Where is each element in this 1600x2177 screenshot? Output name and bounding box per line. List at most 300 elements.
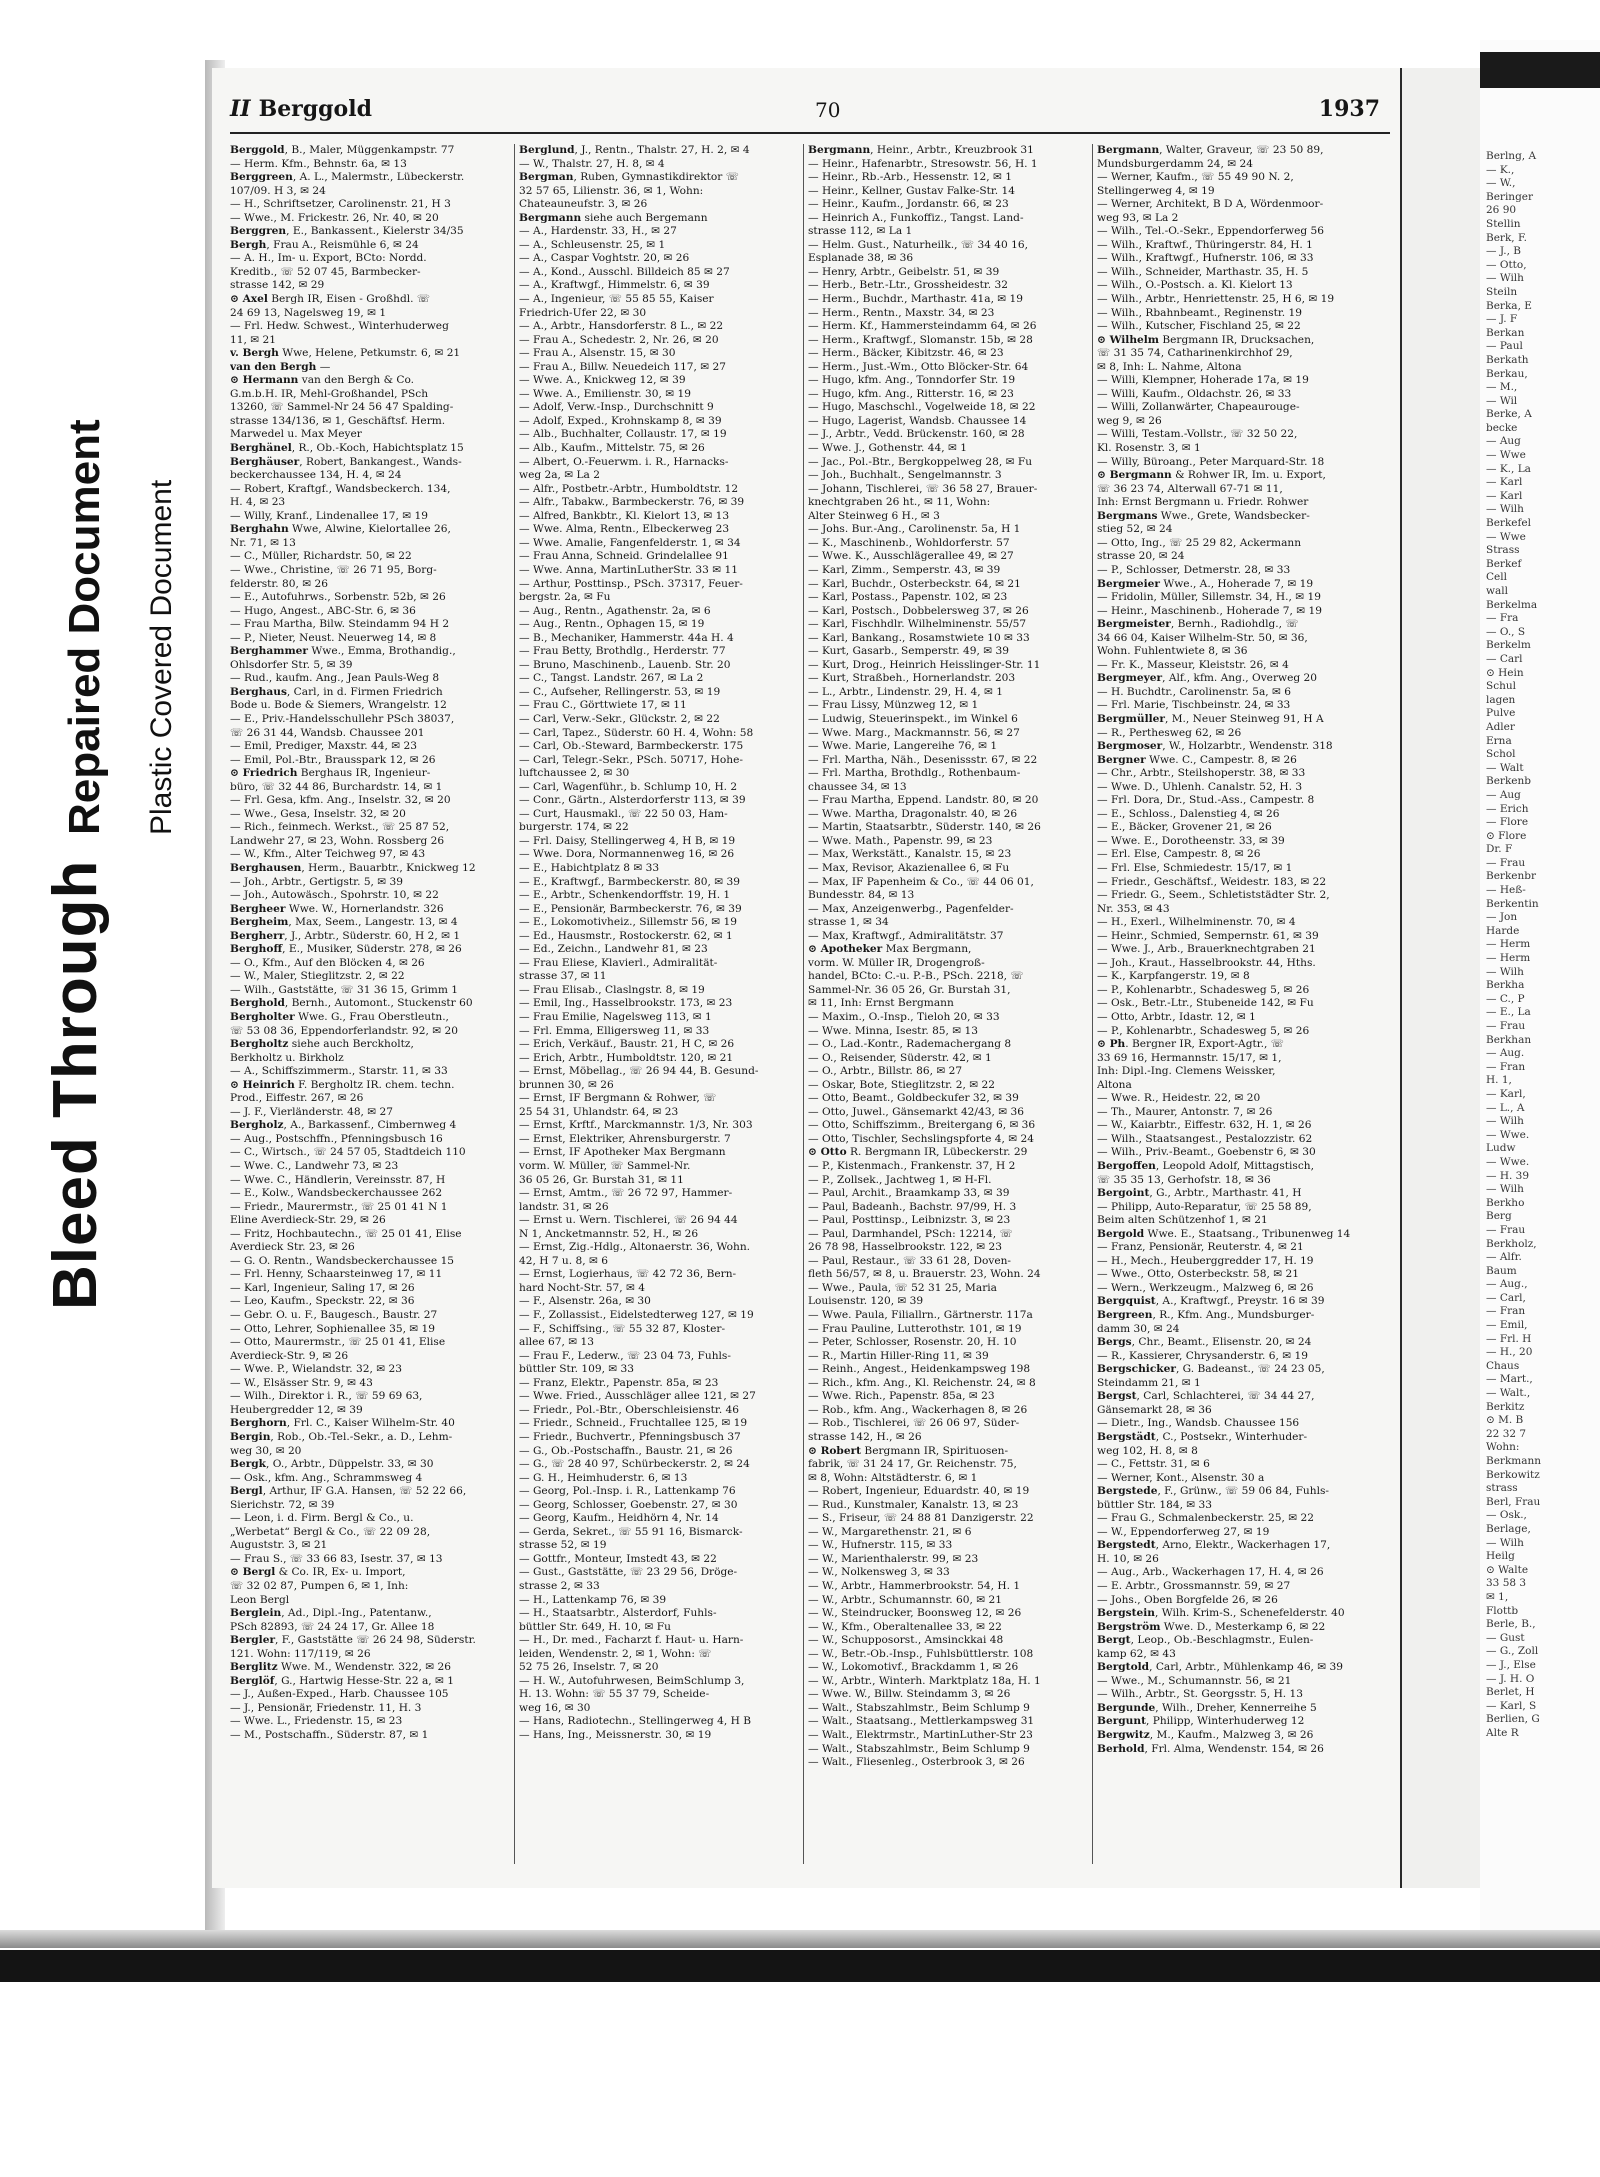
directory-entry: — Heinr., Kellner, Gustav Falke-Str. 14 [808,184,1015,197]
ghost-entry: Berlng, A [1486,150,1537,162]
directory-entry: ✉ 8, Inh: L. Nahme, Altona [1097,360,1242,373]
directory-entry: — Karl, Ingenieur, Saling 17, ✉ 26 [230,1281,415,1294]
directory-entry: — Wwe. A., Knickweg 12, ✉ 39 [519,374,686,387]
directory-entry: — Ludwig, Steuerinspekt., im Winkel 6 [808,712,1018,725]
directory-entry: — Rob., kfm. Ang., Wackerhagen 8, ✉ 26 [808,1403,1028,1416]
ghost-entry: — Wilh [1486,1183,1524,1196]
directory-entry: — A., Schleusenstr. 25, ✉ 1 [519,238,666,251]
directory-entry: — W., Schupposorst., Amsinckkai 48 [808,1634,1004,1647]
ghost-entry: Strass [1486,544,1520,557]
directory-entry: — Th., Maurer, Antonstr. 7, ✉ 26 [1097,1105,1273,1118]
directory-entry: — R., Perthesweg 62, ✉ 26 [1097,726,1242,739]
directory-column-4 [1097,144,1377,1864]
directory-entry: — E., Pensionär, Barmbeckerstr. 76, ✉ 39 [519,902,742,915]
ghost-entry: — Frau [1486,856,1526,869]
ghost-entry: — Frau [1486,1223,1526,1236]
ghost-entry: — Heß- [1486,884,1526,897]
directory-entry: — Alb., Buchhalter, Collaustr. 17, ✉ 19 [519,428,727,441]
directory-entry: — Walt., Stabszahlmstr., Beim Schlump 9 [808,1742,1030,1755]
directory-entry: — Max, Revisor, Akazienallee 6, ✉ Fu [808,861,1010,874]
directory-entry: Berghahn Wwe, Alwine, Kielortallee 26, [230,523,451,536]
ghost-entry: — Wilh [1486,1536,1524,1549]
directory-entry: Esplanade 38, ✉ 36 [808,252,914,265]
directory-entry: — Ed., Zeichn., Landwehr 81, ✉ 23 [519,943,708,956]
directory-entry: 33 69 16, Hermannstr. 15/17, ✉ 1, [1097,1051,1282,1064]
ghost-entry: Berkenbr [1486,870,1537,883]
directory-entry: — Franz, Elektr., Papenstr. 85a, ✉ 23 [519,1376,719,1389]
directory-entry: Averdieck-Str. 9, ✉ 26 [230,1349,349,1362]
directory-entry: Bergold Wwe. E., Staatsang., Tribunenweg 14 [1097,1227,1351,1240]
ghost-entry: — Karl, S [1486,1699,1537,1712]
next-page-fragment [1486,150,1600,1740]
ghost-entry: — Paul [1486,340,1523,353]
ghost-entry: 26 90 [1486,204,1517,217]
directory-entry: — Ernst, Krftf., Marckmannstr. 1/3, Nr. 303 [519,1119,753,1132]
directory-entry: vorm. W. Müller IR, Drogengroß- [808,956,985,969]
directory-entry: — H., Dr. med., Facharzt f. Haut- u. Harn- [519,1634,744,1647]
directory-entry: büttler Str. 649, H. 10, ✉ Fu [519,1620,671,1633]
directory-entry: — Paul, Restaur., ☏ 33 61 28, Doven- [808,1254,1012,1267]
directory-entry: — O., Kfm., Auf den Blöcken 4, ✉ 26 [230,956,425,969]
ghost-entry: — Frau [1486,1020,1526,1032]
directory-entry: büro, ☏ 32 44 86, Burchardstr. 14, ✉ 1 [230,780,443,793]
ghost-entry: Dr. F [1486,843,1513,856]
directory-entry: — C., Aufseher, Rellingerstr. 53, ✉ 19 [519,685,721,698]
ghost-entry: Berkowitz [1486,1468,1540,1481]
directory-entry: — H. W., Autofuhrwesen, BeimSchlump 3, [519,1674,745,1687]
directory-entry: — Frau C., Görttwiete 17, ✉ 11 [519,699,687,712]
directory-column-2 [519,144,799,1864]
directory-entry: Bergstein, Wilh. Krim-S., Schenefelderstr. 40 [1097,1607,1345,1620]
directory-entry: — Frl. Hedw. Schwest., Winterhuderweg [230,320,449,333]
directory-entry: — Karl, Postass., Papenstr. 102, ✉ 23 [808,591,1008,604]
directory-entry: ⊙ Apotheker Max Bergmann, [808,943,972,956]
directory-entry: Bergschicker, G. Badeanst., ☏ 24 23 05, [1097,1363,1325,1376]
directory-entry: — Hugo, kfm. Ang., Tonndorfer Str. 19 [808,374,1016,387]
directory-entry: — Conr., Gärtn., Alsterdorferstr 113, ✉ 39 [519,794,746,807]
ghost-entry: H. 1, [1486,1074,1512,1087]
directory-entry: — Frau Emilie, Nagelsweg 113, ✉ 1 [519,1011,712,1023]
directory-entry: Ohlsdorfer Str. 5, ✉ 39 [230,658,353,671]
directory-entry: — H., Lattenkamp 76, ✉ 39 [519,1593,667,1606]
column-divider [1092,144,1093,1864]
directory-entry: — W., Hufnerstr. 115, ✉ 33 [808,1539,953,1552]
directory-entry: fleth 56/57, ✉ 8, u. Brauerstr. 23, Wohn. 24 [808,1268,1041,1281]
directory-entry: — Rich., kfm. Ang., Kl. Reichenstr. 24, ✉ 8 [808,1376,1036,1389]
directory-entry: Berggren, E., Bankassent., Kielerstr 34/35 [230,225,464,238]
directory-entry: — J., Pensionär, Friedenstr. 11, H. 3 [230,1701,422,1714]
directory-entry: — W., Steindrucker, Boonsweg 12, ✉ 26 [808,1607,1022,1620]
ghost-entry: Ludw [1486,1142,1516,1155]
directory-entry: Bergstädt, C., Postsekr., Winterhuder- [1097,1430,1308,1443]
directory-entry: — Friedr., Buchvertr., Pfenningsbusch 37 [519,1430,741,1443]
directory-entry: Berhold, Frl. Alma, Wendenstr. 154, ✉ 26 [1097,1742,1324,1755]
directory-entry: — Wwe. A., Emilienstr. 30, ✉ 19 [519,387,691,400]
directory-entry: — H., Staatsarbtr., Alsterdorf, Fuhls- [519,1607,717,1620]
directory-entry: — Wilh., Kutscher, Fischland 25, ✉ 22 [1097,320,1301,333]
directory-entry: — K., Maschinenb., Wohldorferstr. 57 [808,536,1010,549]
directory-entry: — Frau Anna, Schneid. Grindelallee 91 [519,550,729,563]
directory-entry: Landwehr 27, ✉ 23, Wohn. Rossberg 26 [230,834,445,847]
repaired-document-label: Repaired Document [60,419,109,835]
directory-entry: Sierichstr. 72, ✉ 39 [230,1498,335,1511]
ghost-entry: Berkmann [1486,1455,1542,1467]
ghost-entry: — Fran [1486,1305,1526,1318]
ghost-entry: ⊙ Walte [1486,1563,1529,1576]
directory-entry: — Wilh., Tel.-O.-Sekr., Eppendorferweg 56 [1097,225,1325,238]
directory-entry: Berghold, Bernh., Automont., Stuckenstr 60 [230,997,473,1010]
directory-entry: — Reinh., Angest., Heidenkampsweg 198 [808,1363,1031,1376]
ghost-entry: — Herm [1486,938,1531,951]
directory-entry: — Otto, Maurermstr., ☏ 25 01 41, Elise [230,1336,446,1349]
ghost-entry: Heilg [1486,1550,1515,1563]
directory-entry: — Max, Kraftwgf., Admiralitätstr. 37 [808,929,1004,942]
directory-entry: — A., Kraftwgf., Himmelstr. 6, ✉ 39 [519,279,710,292]
directory-entry: — Frl. Martha, Brothdlg., Rothenbaum- [808,767,1021,780]
directory-entry: strasse 37, ✉ 11 [519,970,607,983]
directory-entry: — E., Priv.-Handelsschullehr PSch 38037, [230,712,455,725]
ghost-entry: — Erich [1486,802,1529,815]
directory-entry: Leon Bergl [230,1593,290,1606]
directory-entry: — Ernst, Zig.-Hdlg., Altonaerstr. 36, Wohn. [519,1241,751,1254]
directory-entry: — Wwe. Martha, Dragonalstr. 40, ✉ 26 [808,807,1018,820]
directory-entry: Bergholtz siehe auch Berckholtz, [230,1038,414,1051]
directory-entry: Berghoff, E., Musiker, Süderstr. 278, ✉ 26 [230,943,462,956]
directory-entry: hard Nocht-Str. 57, ✉ 4 [519,1281,645,1294]
directory-entry: weg 30, ✉ 20 [230,1444,302,1457]
ghost-entry: — J., Else [1486,1658,1536,1671]
directory-entry: — Wwe. E., Dorotheenstr. 33, ✉ 39 [1097,834,1285,847]
directory-entry: Inh: Ernst Bergmann u. Friedr. Rohwer [1097,496,1309,509]
directory-entry: Bergmann siehe auch Bergemann [519,211,708,224]
directory-entry: — Wwe. Dora, Normannenweg 16, ✉ 26 [519,848,735,861]
ghost-entry: Berkenb [1486,775,1532,788]
ghost-entry: Berk, F. [1486,231,1527,244]
ghost-entry: Berkentin [1486,897,1539,910]
directory-entry: — Wwe. Marg., Mackmannstr. 56, ✉ 27 [808,726,1020,739]
directory-entry: — Karl, Fischhdlr. Wilhelminenstr. 55/57 [808,618,1027,631]
directory-entry: ⊙ Heinrich F. Bergholtz IR. chem. techn. [230,1078,455,1091]
directory-entry: — Philipp, Auto-Reparatur, ☏ 25 58 89, [1097,1200,1312,1213]
directory-entry: — Georg, Pol.-Insp. i. R., Lattenkamp 76 [519,1485,736,1498]
ghost-entry: — Emil, [1486,1319,1528,1332]
directory-entry: — Ernst, Elektriker, Ahrensburgerstr. 7 [519,1132,731,1145]
guide-word: Berggold [258,96,372,122]
directory-entry: Prod., Eiffestr. 267, ✉ 26 [230,1092,364,1105]
directory-entry: — Hans, Radiotechn., Stellingerweg 4, H B [519,1715,752,1728]
directory-entry: Bergmann, Heinr., Arbtr., Kreuzbrook 31 [808,144,1034,156]
directory-entry: G.m.b.H. IR, Mehl-Großhandel, PSch [230,387,429,400]
directory-entry: — Chr., Arbtr., Steilshoperstr. 38, ✉ 33 [1097,767,1306,780]
ghost-entry: Cell [1486,571,1507,584]
ghost-entry: — K., [1486,163,1515,176]
directory-entry: — Otto, Schiffszimm., Breitergang 6, ✉ 36 [808,1119,1036,1132]
directory-entry: Heubergredder 12, ✉ 39 [230,1403,363,1416]
directory-entry: — Leo, Kaufm., Speckstr. 22, ✉ 36 [230,1295,415,1308]
ghost-entry: Stellin [1486,217,1521,230]
directory-entry: damm 30, ✉ 24 [1097,1322,1180,1335]
directory-entry: — Wwe., Paula, ☏ 52 31 25, Maria [808,1281,997,1294]
directory-entry: ⊙ Ph. Bergner IR, Export-Agtr., ☏ [1097,1038,1284,1051]
directory-entry: — Carl, Telegr.-Sekr., PSch. 50717, Hohe- [519,753,743,766]
directory-entry: — Paul, Posttinsp., Leibnizstr. 3, ✉ 23 [808,1214,1011,1227]
directory-entry: Berghänel, R., Ob.-Koch, Habichtsplatz 15 [230,442,464,455]
ghost-entry: Berkho [1486,1196,1525,1209]
directory-entry: Bergstede, F., Grünw., ☏ 59 06 84, Fuhls- [1097,1485,1329,1498]
directory-entry: Bergner Wwe. C., Campestr. 8, ✉ 26 [1097,753,1297,766]
directory-entry: — Herm., Bäcker, Kibitzstr. 46, ✉ 23 [808,347,1004,360]
ghost-entry: — Aug [1486,435,1521,448]
directory-entry: — J., Außen-Exped., Harb. Chaussee 105 [230,1688,449,1701]
ghost-entry: — Karl [1486,476,1523,489]
directory-entry: — W., Kfm., Alter Teichweg 97, ✉ 43 [230,848,426,861]
directory-entry: bergstr. 2a, ✉ Fu [519,591,611,604]
directory-entry: strasse 1, ✉ 34 [808,916,889,929]
directory-entry: — Frau Martha, Bilw. Steindamm 94 H 2 [230,618,450,631]
directory-entry: — W., Thalstr. 27, H. 8, ✉ 4 [519,157,665,170]
directory-entry: ☏ 31 35 74, Catharinenkirchhof 29, [1097,347,1293,360]
directory-entry: — Jac., Pol.-Btr., Bergkoppelweg 28, ✉ Fu [808,455,1033,468]
ghost-entry: 22 32 7 [1486,1427,1527,1440]
directory-entry: — Willy, Büroang., Peter Marquard-Str. 18 [1097,455,1325,468]
directory-entry: Bergman, Ruben, Gymnastikdirektor ☏ [519,171,739,184]
directory-entry: ⊙ Bergl & Co. IR, Ex- u. Import, [230,1566,406,1579]
directory-entry: — A., Ingenieur, ☏ 55 85 55, Kaiser [519,293,714,306]
directory-entry: — Robert, Kraftgf., Wandsbeckerch. 134, [230,482,451,495]
directory-entry: — Arthur, Posttinsp., PSch. 37317, Feuer- [519,577,743,590]
directory-entry: Bergmeier Wwe., A., Hoherade 7, ✉ 19 [1097,577,1314,590]
page-fore-edge [1400,68,1480,1888]
directory-entry: — Karl, Zimm., Semperstr. 43, ✉ 39 [808,563,1001,576]
directory-entry: — W., Arbtr., Schumannstr. 60, ✉ 21 [808,1593,1002,1606]
year-label: 1937 [1318,96,1380,122]
directory-entry: Bergheer Wwe. W., Hornerlandstr. 326 [230,902,444,915]
directory-entry: Bergst, Carl, Schlachterei, ☏ 34 44 27, [1097,1390,1315,1403]
directory-entry: — Georg, Schlosser, Goebenstr. 27, ✉ 30 [519,1498,738,1511]
ghost-entry: ⊙ Hein [1486,666,1524,679]
bleed-through-label: Bleed Through [41,859,110,1310]
directory-entry: — Carl, Wagenführ., b. Schlump 10, H. 2 [519,780,738,793]
directory-entry: — Willi, Kaufm., Oldachstr. 26, ✉ 33 [1097,387,1292,400]
directory-entry: — F., Alsenstr. 26a, ✉ 30 [519,1295,651,1308]
directory-entry: — Wwe. J., Gothenstr. 44, ✉ 1 [808,442,967,455]
directory-entry: — Max, Werkstätt., Kanalstr. 15, ✉ 23 [808,848,1012,861]
running-head [230,96,372,122]
directory-entry: — Helm. Gust., Naturheilk., ☏ 34 40 16, [808,238,1028,251]
directory-entry: — H., Mech., Heuberggredder 17, H. 19 [1097,1254,1314,1267]
directory-entry: — Heinr., Hafenarbtr., Stresowstr. 56, H. 1 [808,157,1038,170]
directory-entry: — Hans, Ing., Meissnerstr. 30, ✉ 19 [519,1728,712,1741]
directory-entry: — Wwe. D., Uhlenh. Canalstr. 52, H. 3 [1097,780,1303,793]
ghost-entry: Berkath [1486,353,1529,366]
directory-entry: — Wwe. C., Landwehr 73, ✉ 23 [230,1160,399,1173]
dark-tab [1480,52,1600,88]
directory-entry: ⊙ Bergmann & Rohwer IR, Im. u. Export, [1097,469,1326,482]
ghost-entry: — Jon [1486,911,1518,924]
directory-entry: Berghaus, Carl, in d. Firmen Friedrich [230,685,443,698]
directory-entry: Bergunde, Wilh., Dreher, Kennerreihe 5 [1097,1701,1317,1714]
directory-entry: — Otto, Tischler, Sechslingspforte 4, ✉ 24 [808,1132,1034,1145]
ghost-entry: — Frl. H [1486,1332,1532,1345]
ghost-entry: Berlet, H [1486,1686,1535,1699]
directory-entry: Bergstedt, Arno, Elektr., Wackerhagen 17, [1097,1539,1331,1552]
directory-entry: — Herm. Kfm., Behnstr. 6a, ✉ 13 [230,157,407,170]
directory-entry: — P., Kistenmach., Frankenstr. 37, H 2 [808,1160,1016,1173]
directory-column-3 [808,144,1088,1864]
ghost-entry: — Wwe. [1486,1155,1530,1168]
directory-entry: Bergquist, A., Kraftwgf., Preystr. 16 ✉ 39 [1097,1295,1325,1308]
directory-entry: Bergl, Arthur, IF G.A. Hansen, ☏ 52 22 66, [230,1485,467,1498]
directory-entry: chaussee 34, ✉ 13 [808,780,907,793]
directory-entry: — Emil, Pol.-Btr., Brausspark 12, ✉ 26 [230,753,436,766]
ghost-entry: — J. F [1486,313,1518,326]
directory-entry: — Wwe. Anna, MartinLutherStr. 33 ✉ 11 [519,563,738,576]
directory-entry: Eline Averdieck-Str. 29, ✉ 26 [230,1214,386,1227]
directory-entry: — Fr. K., Masseur, Kleiststr. 26, ✉ 4 [1097,658,1289,671]
directory-entry: — Aug., Postschffn., Pfenningsbusch 16 [230,1132,443,1145]
directory-entry: — Alfr., Postbetr.-Arbtr., Humboldtstr. 12 [519,482,739,495]
directory-entry: Sammel-Nr. 36 05 26, Gr. Burstah 31, [808,983,1011,996]
directory-entry: — Wern., Werkzeugm., Malzweg 6, ✉ 26 [1097,1281,1314,1294]
directory-entry: felderstr. 80, ✉ 26 [230,577,328,590]
directory-entry: H. 13. Wohn: ☏ 55 37 79, Scheide- [519,1688,710,1701]
directory-entry: Marwedel u. Max Meyer [230,428,362,441]
ghost-entry: Berl, Frau [1486,1495,1541,1508]
directory-entry: — Frl. Gesa, kfm. Ang., Inselstr. 32, ✉ 20 [230,794,451,807]
directory-entry: — Wwe. Marie, Langereihe 76, ✉ 1 [808,740,998,753]
directory-entry: — A., Hardenstr. 33, H., ✉ 27 [519,225,677,238]
ghost-entry: — H. 39 [1486,1169,1530,1182]
ghost-entry: — Carl [1486,652,1523,665]
directory-entry: strasse 20, ✉ 24 [1097,550,1185,563]
directory-entry: Berkholtz u. Birkholz [230,1051,344,1064]
directory-entry: Berglitz Wwe. M., Wendenstr. 322, ✉ 26 [230,1661,451,1674]
directory-entry: — H., Schriftsetzer, Carolinenstr. 21, H 3 [230,198,451,211]
directory-entry: — E., Kolw., Wandsbeckerchaussee 262 [230,1187,443,1200]
directory-entry: — Walt., Elektrmstr., MartinLuther-Str 23 [808,1728,1033,1741]
directory-entry: — Wwe. Math., Papenstr. 99, ✉ 23 [808,834,993,847]
ghost-entry: — H., 20 [1486,1346,1533,1359]
directory-entry: strasse 112, ✉ La 1 [808,225,913,238]
directory-entry: ☏ 35 35 13, Gerhofstr. 18, ✉ 36 [1097,1173,1271,1186]
directory-entry: — J. F., Vierländerstr. 48, ✉ 27 [230,1105,394,1118]
ghost-entry: — Osk., [1486,1509,1527,1522]
directory-entry: — Frl. Dora, Dr., Stud.-Ass., Campestr. 8 [1097,794,1315,807]
ghost-entry: Berka, E [1486,299,1532,312]
directory-entry: — Wwe. C., Händlerin, Vereinsstr. 87, H [230,1173,446,1186]
directory-entry: — E. Arbtr., Grossmannstr. 59, ✉ 27 [1097,1579,1291,1592]
ghost-entry: Chaus [1486,1359,1520,1372]
column-divider [803,144,804,1864]
directory-entry: — Otto, Beamt., Goldbeckufer 32, ✉ 39 [808,1092,1019,1105]
directory-entry: — A. H., Im- u. Export, BCto: Nordd. [230,252,427,265]
directory-entry: 13260, ☏ Sammel-Nr 24 56 47 Spalding- [230,401,454,414]
directory-entry: Bergmann, Walter, Graveur, ☏ 23 50 89, [1097,144,1324,156]
directory-entry: — Karl, Postsch., Dobbelersweg 37, ✉ 26 [808,604,1029,617]
directory-entry: ⊙ Robert Bergmann IR, Spirituosen- [808,1444,1009,1457]
ghost-entry: strass [1486,1482,1518,1495]
ghost-entry: Alte R [1486,1726,1519,1739]
directory-entry: — Wilh., Staatsangest., Pestalozzistr. 62 [1097,1132,1313,1145]
directory-entry: Auguststr. 3, ✉ 21 [230,1539,328,1552]
directory-entry: Gänsemarkt 28, ✉ 36 [1097,1403,1212,1416]
ghost-entry: Berkholz, [1486,1237,1537,1250]
directory-entry: Bergherr, J., Arbtr., Süderstr. 60, H 2, ✉ 1 [230,929,461,942]
directory-entry: Berghausen, Herm., Bauarbtr., Knickweg 12 [230,861,476,874]
directory-entry: Kreditb., ☏ 52 07 45, Barmbecker- [230,265,421,278]
directory-entry: — Frl. Martha, Näh., Desenissstr. 67, ✉ 22 [808,753,1038,766]
directory-entry: — Wilh., Rbahnbeamt., Reginenstr. 19 [1097,306,1302,319]
directory-entry: Nr. 71, ✉ 13 [230,536,296,549]
directory-entry: ☏ 26 31 44, Wandsb. Chaussee 201 [230,726,425,739]
directory-entry: — Wwe. L., Friedenstr. 15, ✉ 23 [230,1715,403,1728]
directory-entry: ☏ 53 08 36, Eppendorferlandstr. 92, ✉ 20 [230,1024,458,1037]
ghost-entry: — Karl [1486,489,1523,502]
directory-entry: 11, ✉ 21 [230,333,276,346]
directory-entry: Berggold, B., Maler, Müggenkampstr. 77 [230,144,455,156]
directory-entry: — Emil, Prediger, Maxstr. 44, ✉ 23 [230,740,417,753]
directory-entry: — Paul, Badeanh., Bachstr. 97/99, H. 3 [808,1200,1017,1213]
ghost-entry: Berg [1486,1210,1512,1223]
page-number: 70 [815,98,841,122]
directory-entry: — Ernst, IF Bergmann & Rohwer, ☏ [519,1092,717,1105]
directory-entry: ⊙ Friedrich Berghaus IR, Ingenieur- [230,767,431,780]
directory-entry: — Johann, Tischlerei, ☏ 36 58 27, Brauer- [808,482,1038,495]
directory-entry: — Oskar, Bote, Stieglitzstr. 2, ✉ 22 [808,1078,995,1091]
directory-entry: — Herm., Kraftwgf., Slomanstr. 15b, ✉ 28 [808,333,1033,346]
directory-entry: — Alb., Kaufm., Mittelstr. 75, ✉ 26 [519,442,705,455]
directory-entry: — F., Zollassist., Eidelstedterweg 127, ✉ 19 [519,1309,754,1322]
directory-entry: Chateauneufstr. 3, ✉ 26 [519,198,648,211]
ghost-entry: — G., Zoll [1486,1645,1539,1658]
ghost-entry: Berkelma [1486,598,1538,611]
ghost-entry: ✉ 1, [1486,1590,1509,1603]
directory-entry: Inh: Dipl.-Ing. Clemens Weissker, [1097,1065,1276,1078]
directory-entry: — Heinrich A., Funkoffiz., Tangst. Land- [808,211,1024,224]
directory-entry: — G. H., Heimhuderstr. 6, ✉ 13 [519,1471,688,1484]
section-numeral: II [230,96,251,122]
directory-entry: weg 93, ✉ La 2 [1097,211,1179,224]
directory-entry: — Fritz, Hochbautechn., ☏ 25 01 41, Elise [230,1227,462,1240]
directory-entry: burgerstr. 174, ✉ 22 [519,821,629,834]
directory-entry: — Paul, Archit., Braamkamp 33, ✉ 39 [808,1187,1010,1200]
ghost-entry: Schul [1486,680,1516,693]
directory-entry: strasse 134/136, ✉ 1, Geschäftsf. Herm. [230,414,446,427]
directory-entry: fabrik, ☏ 31 24 17, Gr. Reichenstr. 75, [808,1458,1017,1471]
directory-entry: — Joh., Arbtr., Gertigstr. 5, ✉ 39 [230,875,404,888]
ghost-entry: — Fran [1486,1060,1526,1073]
directory-entry: 32 57 65, Lilienstr. 36, ✉ 1, Wohn: [519,184,704,197]
directory-entry: ✉ 11, Inh: Ernst Bergmann [808,997,954,1010]
ghost-entry: Berkhan [1486,1033,1532,1046]
directory-entry: Kl. Rosenstr. 3, ✉ 1 [1097,442,1201,455]
ghost-entry: — Otto, [1486,258,1527,271]
directory-entry: — G., ☏ 28 40 97, Schürbeckerstr. 2, ✉ 24 [519,1458,750,1471]
directory-entry: — Frau Betty, Brothdlg., Herderstr. 77 [519,645,726,658]
ghost-entry: — Aug. [1486,1047,1525,1060]
directory-entry: — Heinr., Maschinenb., Hoherade 7, ✉ 19 [1097,604,1322,617]
directory-column-1 [230,144,510,1864]
ghost-entry: wall [1486,585,1508,597]
directory-entry: — Friedr., Schneid., Fruchtallee 125, ✉ 19 [519,1417,748,1430]
directory-entry: Mundsburgerdamm 24, ✉ 24 [1097,157,1253,170]
directory-entry: — W., Kaiarbtr., Eiffestr. 632, H. 1, ✉ 26 [1097,1119,1312,1132]
directory-entry: — K., Karpfangerstr. 19, ✉ 8 [1097,970,1250,983]
directory-entry: — Ed., Hausmstr., Rostockerstr. 62, ✉ 1 [519,929,733,942]
directory-entry: — Frau G., Schmalenbeckerstr. 25, ✉ 22 [1097,1512,1314,1525]
directory-entry: allee 67, ✉ 13 [519,1336,594,1349]
directory-entry: — F., Schiffsing., ☏ 55 32 87, Kloster- [519,1322,726,1335]
